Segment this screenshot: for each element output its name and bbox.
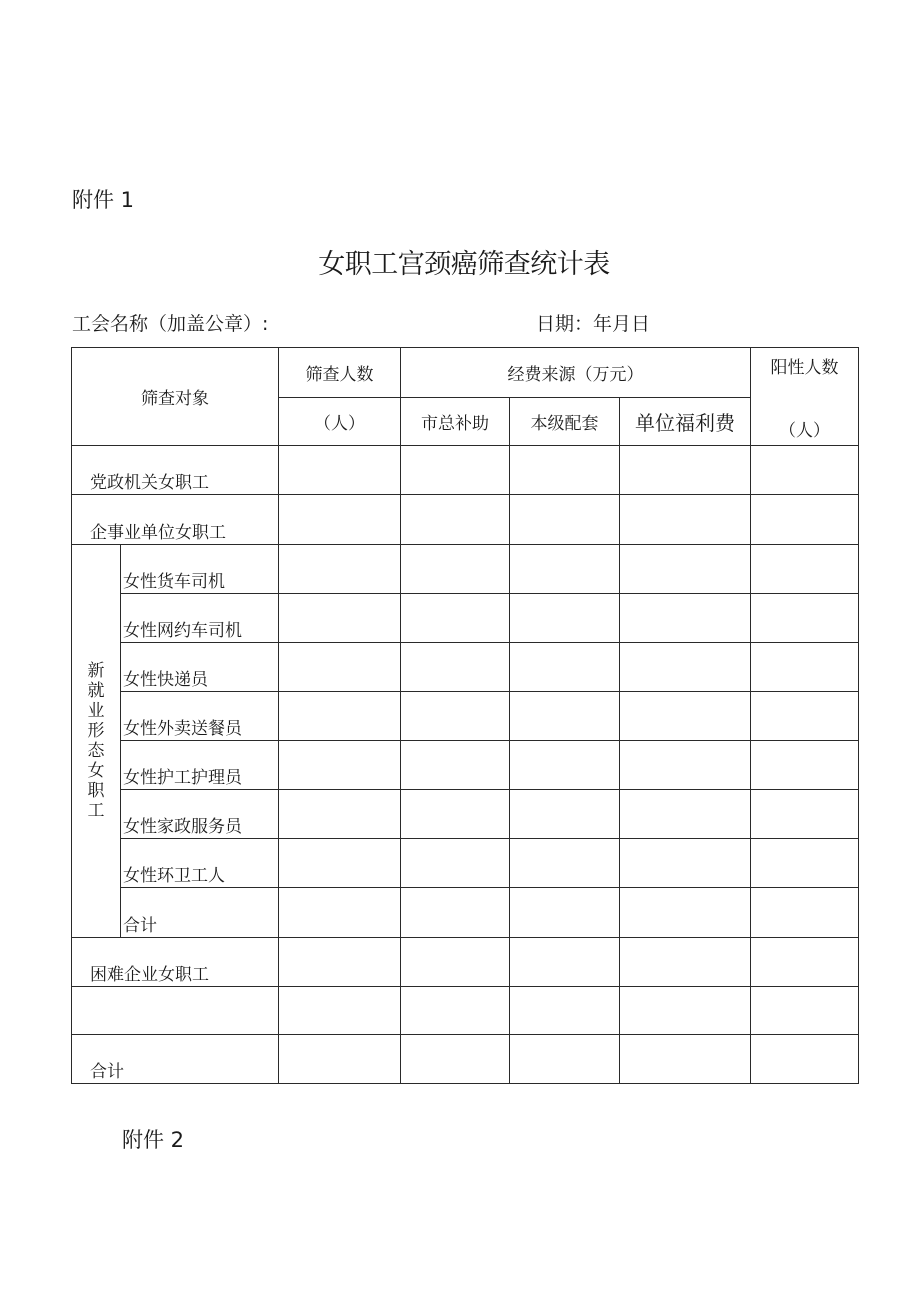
input-cell[interactable]: [401, 593, 510, 642]
input-cell[interactable]: [401, 495, 510, 544]
input-cell[interactable]: [401, 741, 510, 790]
header-screened-unit: （人）: [279, 398, 401, 446]
input-cell[interactable]: [401, 642, 510, 691]
input-cell[interactable]: [279, 593, 401, 642]
input-cell[interactable]: [279, 741, 401, 790]
input-cell[interactable]: [751, 544, 859, 593]
attachment-2-label: 附件 2: [122, 1128, 185, 1152]
attachment-1-label: 附件 1: [72, 188, 135, 212]
input-cell[interactable]: [620, 1034, 751, 1083]
input-cell[interactable]: [279, 790, 401, 839]
input-cell[interactable]: [510, 1034, 620, 1083]
input-cell[interactable]: [401, 446, 510, 495]
row-label-truck-driver: 女性货车司机: [121, 544, 279, 593]
row-group-new-employment: [72, 544, 121, 937]
input-cell[interactable]: [279, 1034, 401, 1083]
row-label-new-forms-subtotal: 合计: [121, 888, 279, 937]
input-cell[interactable]: [620, 839, 751, 888]
input-cell[interactable]: [510, 741, 620, 790]
input-cell[interactable]: [751, 888, 859, 937]
row-label-food-delivery: 女性外卖送餐员: [121, 691, 279, 740]
row-label-ride-hailing-driver: 女性网约车司机: [121, 593, 279, 642]
input-cell[interactable]: [401, 1034, 510, 1083]
input-cell[interactable]: [279, 544, 401, 593]
row-label-courier: 女性快递员: [121, 642, 279, 691]
header-city-subsidy: 市总补助: [401, 398, 510, 446]
row-label-caregiver: 女性护工护理员: [121, 741, 279, 790]
input-cell[interactable]: [510, 593, 620, 642]
input-cell[interactable]: [401, 839, 510, 888]
header-screened-count: 筛查人数: [279, 348, 401, 398]
input-cell[interactable]: [279, 642, 401, 691]
input-cell[interactable]: [751, 937, 859, 986]
input-cell[interactable]: [751, 986, 859, 1034]
input-cell[interactable]: [751, 642, 859, 691]
input-cell[interactable]: [510, 495, 620, 544]
input-cell[interactable]: [620, 691, 751, 740]
header-positive-count: 阳性人数: [770, 357, 839, 378]
input-cell[interactable]: [401, 691, 510, 740]
row-label-domestic-service: 女性家政服务员: [121, 790, 279, 839]
input-cell[interactable]: [510, 888, 620, 937]
input-cell[interactable]: [279, 839, 401, 888]
input-cell[interactable]: [401, 986, 510, 1034]
input-cell[interactable]: [279, 691, 401, 740]
input-cell[interactable]: [620, 986, 751, 1034]
input-cell[interactable]: [510, 642, 620, 691]
input-cell[interactable]: [279, 888, 401, 937]
header-local-match: 本级配套: [510, 398, 620, 446]
row-label-total: 合计: [72, 1034, 279, 1083]
input-cell[interactable]: [401, 790, 510, 839]
input-cell[interactable]: [401, 888, 510, 937]
input-cell[interactable]: [751, 691, 859, 740]
input-cell[interactable]: [279, 986, 401, 1034]
input-cell[interactable]: [751, 1034, 859, 1083]
header-unit-welfare: 单位福利费: [620, 398, 751, 446]
input-cell[interactable]: [620, 888, 751, 937]
input-cell[interactable]: [279, 495, 401, 544]
input-cell[interactable]: [401, 544, 510, 593]
input-cell[interactable]: [751, 839, 859, 888]
row-group-new-employment-label: 新就业形态女职工: [87, 660, 105, 821]
form-title: 女职工宫颈癌筛查统计表: [318, 249, 610, 280]
row-label-enterprise: 企事业单位女职工: [72, 495, 279, 544]
input-cell[interactable]: [620, 593, 751, 642]
input-cell[interactable]: [510, 544, 620, 593]
input-cell[interactable]: [751, 593, 859, 642]
input-cell[interactable]: [620, 446, 751, 495]
header-positive-unit: （人）: [779, 420, 831, 441]
input-cell[interactable]: [620, 741, 751, 790]
input-cell[interactable]: [620, 937, 751, 986]
input-cell[interactable]: [510, 986, 620, 1034]
input-cell[interactable]: [401, 937, 510, 986]
header-positive: [751, 348, 859, 446]
union-name-label: 工会名称（加盖公章）:: [72, 313, 269, 335]
input-cell[interactable]: [510, 790, 620, 839]
input-cell[interactable]: [620, 544, 751, 593]
header-target: 筛查对象: [72, 348, 279, 446]
row-label-blank: [72, 986, 279, 1034]
header-funding-source: 经费来源（万元）: [401, 348, 751, 398]
screening-stats-table: [71, 347, 859, 1084]
input-cell[interactable]: [620, 495, 751, 544]
input-cell[interactable]: [751, 790, 859, 839]
row-label-difficult-enterprise: 困难企业女职工: [72, 937, 279, 986]
row-label-party-gov: 党政机关女职工: [72, 446, 279, 495]
input-cell[interactable]: [751, 495, 859, 544]
input-cell[interactable]: [751, 446, 859, 495]
input-cell[interactable]: [510, 839, 620, 888]
input-cell[interactable]: [279, 446, 401, 495]
input-cell[interactable]: [510, 691, 620, 740]
row-label-sanitation-worker: 女性环卫工人: [121, 839, 279, 888]
input-cell[interactable]: [510, 446, 620, 495]
input-cell[interactable]: [620, 790, 751, 839]
input-cell[interactable]: [620, 642, 751, 691]
input-cell[interactable]: [510, 937, 620, 986]
date-label: 日期：年月日: [536, 313, 651, 335]
input-cell[interactable]: [279, 937, 401, 986]
input-cell[interactable]: [751, 741, 859, 790]
